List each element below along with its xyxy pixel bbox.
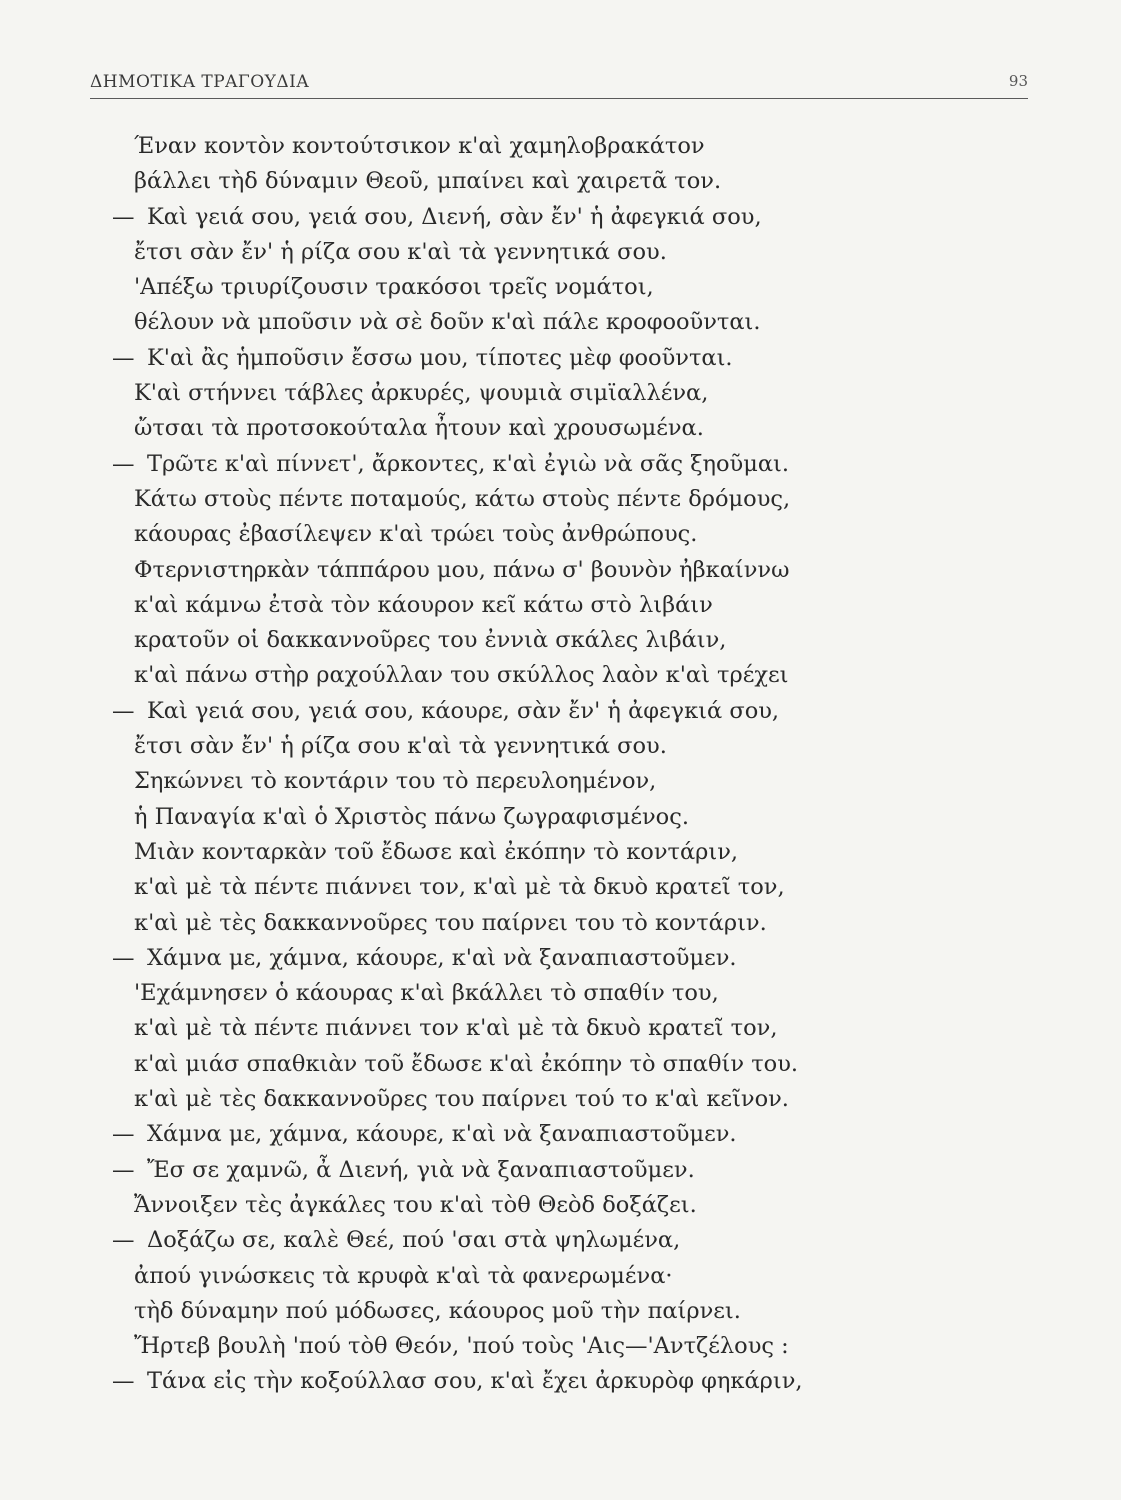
verse-text: κ'αὶ κάμνω ἐτσὰ τὸν κάουρον κεῖ κάτω στὸ λιβάιν <box>134 591 713 618</box>
verse-text: Έναν κοντὸν κοντούτσικον κ'αὶ χαμηλοβρακάτον <box>134 133 705 159</box>
verse-line <box>0 623 1121 658</box>
verse-text: 'Απέξω τριυρίζουσιν τρακόσοι τρεῖς νομάτοι, <box>134 274 654 301</box>
verse-line <box>0 906 1121 941</box>
verse-text: Φτερνιστηρκὰν τάππάρου μου, πάνω σ' βουνὸν ἠβκαίννω <box>134 556 790 583</box>
dialogue-dash: — <box>112 450 135 477</box>
verse-text: Χάμνα με, χάμνα, κάουρε, κ'αὶ νὰ ξαναπιαστοῦμεν. <box>147 944 737 971</box>
verse-line <box>0 1188 1121 1223</box>
verse-text: Ἔσ σε χαμνῶ, ἆ Διενή, γιὰ νὰ ξαναπιαστοῦμεν. <box>147 1156 695 1183</box>
dialogue-dash: — <box>112 203 135 230</box>
verse-text: ὤτσαι τὰ προτσοκούταλα ἦτουν καὶ χρουσωμένα. <box>134 415 704 442</box>
verse-text: κ'αὶ μὲ τὰ πέντε πιάννει τον κ'αὶ μὲ τὰ δκυὸ κρατεῖ τον, <box>134 1015 778 1042</box>
verse-text: Δοξάζω σε, καλὲ Θεέ, πού 'σαι στὰ ψηλωμένα, <box>147 1227 681 1254</box>
verse-line <box>0 800 1121 835</box>
verse-line <box>0 941 1121 976</box>
verse-line <box>0 553 1121 588</box>
verse-text: κ'αὶ μὲ τὰ πέντε πιάννει τον, κ'αὶ μὲ τὰ δκυὸ κρατεῖ τον, <box>134 874 785 901</box>
verse-line <box>0 1153 1121 1188</box>
verse-text: κάουρας ἐβασίλεψεν κ'αὶ τρώει τοὺς ἀνθρώπους. <box>134 521 698 548</box>
verse-line <box>0 517 1121 552</box>
verse-text: ἔτσι σὰν ἔν' ἡ ρίζα σου κ'αὶ τὰ γεννητικά σου. <box>134 238 667 265</box>
verse-text: ἔτσι σὰν ἔν' ἡ ρίζα σου κ'αὶ τὰ γεννητικά σου. <box>134 733 667 760</box>
verse-line <box>0 447 1121 482</box>
verse-text: κ'αὶ μὲ τὲς δακκαννοῦρες του παίρνει τού το κ'αὶ κεῖνον. <box>134 1086 789 1113</box>
dialogue-dash: — <box>112 1368 135 1395</box>
verse-text: Τρῶτε κ'αὶ πίννετ', ἄρκοντες, κ'αὶ ἐγιὼ νὰ σᾶς ξηοῦμαι. <box>147 450 790 477</box>
verse-text: τὴδ δύναμην πού μόδωσες, κάουρος μοῦ τὴν παίρνει. <box>134 1297 741 1324</box>
verse-text: Κάτω στοὺς πέντε ποταμούς, κάτω στοὺς πέντε δρόμους, <box>134 485 791 512</box>
verse-line <box>0 270 1121 305</box>
verse-line <box>0 835 1121 870</box>
verse-line <box>0 658 1121 693</box>
verse-line <box>0 694 1121 729</box>
dialogue-dash: — <box>112 1227 135 1254</box>
verse-line <box>0 1294 1121 1329</box>
verse-text: Σηκώννει τὸ κοντάριν του τὸ περευλοημένον, <box>134 768 657 795</box>
verse-text: Καὶ γειά σου, γειά σου, Διενή, σὰν ἔν' ἡ ἀφεγκιά σου, <box>147 203 762 230</box>
verse-text: Καὶ γειά σου, γειά σου, κάουρε, σὰν ἔν' ἡ ἀφεγκιά σου, <box>147 697 780 724</box>
verse-text: Ἤρτεβ βουλὴ 'πού τὸθ Θεόν, 'πού τοὺς 'Αις—'Αντζέλους : <box>134 1333 789 1360</box>
dialogue-dash: — <box>112 1121 135 1148</box>
verse-text: Μιὰν κονταρκὰν τοῦ ἔδωσε καὶ ἐκόπην τὸ κοντάριν, <box>134 838 739 865</box>
verse-text: βάλλει τὴδ δύναμιν Θεοῦ, μπαίνει καὶ χαιρετᾶ τον. <box>134 168 722 195</box>
verse-text: ἡ Παναγία κ'αὶ ὁ Χριστὸς πάνω ζωγραφισμένος. <box>134 803 689 830</box>
verse-line <box>0 376 1121 411</box>
verse-text: 'Εχάμνησεν ὁ κάουρας κ'αὶ βκάλλει τὸ σπαθίν του, <box>134 980 719 1007</box>
verse-line <box>0 235 1121 270</box>
verse-text: Χάμνα με, χάμνα, κάουρε, κ'αὶ νὰ ξαναπιαστοῦμεν. <box>147 1121 737 1148</box>
verse-text: Κ'αὶ ἂς ἡμποῦσιν ἔσσω μου, τίποτες μὲφ φοοῦνται. <box>147 344 733 371</box>
verse-line <box>0 164 1121 199</box>
verse-line <box>0 1117 1121 1152</box>
verse-text: Κ'αὶ στήννει τάβλες ἀρκυρές, ψουμιὰ σιμϊαλλένα, <box>134 380 709 407</box>
verse-text: κρατοῦν οἱ δακκαννοῦρες του ἐννιὰ σκάλες λιβάιν, <box>134 627 727 654</box>
verse-line <box>0 411 1121 446</box>
dialogue-dash: — <box>112 944 135 971</box>
running-head-title: ΔΗΜΟΤΙΚΑ ΤΡΑΓΟΥΔΙΑ <box>90 72 310 92</box>
verse-line <box>0 1259 1121 1294</box>
dialogue-dash: — <box>112 344 135 371</box>
verse-line <box>0 341 1121 376</box>
header-rule <box>90 98 1028 99</box>
verse-line <box>0 1223 1121 1258</box>
dialogue-dash: — <box>112 697 135 724</box>
verse-text: κ'αὶ μιάσ σπαθκιὰν τοῦ ἔδωσε κ'αὶ ἐκόπην τὸ σπαθίν του. <box>134 1050 799 1077</box>
verse-line <box>0 200 1121 235</box>
verse-line <box>0 729 1121 764</box>
verse-line <box>0 764 1121 799</box>
verse-line <box>0 870 1121 905</box>
verse-line <box>0 129 1121 164</box>
running-header <box>90 72 1028 94</box>
verse-text: Τάνα εἰς τὴν κοξούλλασ σου, κ'αὶ ἔχει ἀρκυρὸφ φηκάριν, <box>147 1368 803 1395</box>
verse-line <box>0 1364 1121 1399</box>
poem-body <box>0 129 1121 1400</box>
dialogue-dash: — <box>112 1156 135 1183</box>
verse-line <box>0 1082 1121 1117</box>
verse-text: Ἄννοιξεν τὲς ἀγκάλες του κ'αὶ τὸθ Θεὸδ δοξάζει. <box>134 1191 697 1218</box>
verse-line <box>0 1329 1121 1364</box>
verse-text: κ'αὶ μὲ τὲς δακκαννοῦρες του παίρνει του τὸ κοντάριν. <box>134 909 767 936</box>
verse-line <box>0 1047 1121 1082</box>
page-number: 93 <box>1008 72 1028 90</box>
verse-line <box>0 588 1121 623</box>
verse-text: θέλουν νὰ μποῦσιν νὰ σὲ δοῦν κ'αὶ πάλε κροφοοῦνται. <box>134 309 761 336</box>
verse-line <box>0 305 1121 340</box>
verse-text: ἀπού γινώσκεις τὰ κρυφὰ κ'αὶ τὰ φανερωμένα· <box>134 1262 673 1289</box>
verse-line <box>0 482 1121 517</box>
verse-line <box>0 1011 1121 1046</box>
verse-line <box>0 976 1121 1011</box>
verse-text: κ'αὶ πάνω στὴρ ραχούλλαν του σκύλλος λαὸν κ'αὶ τρέχει <box>134 662 789 689</box>
